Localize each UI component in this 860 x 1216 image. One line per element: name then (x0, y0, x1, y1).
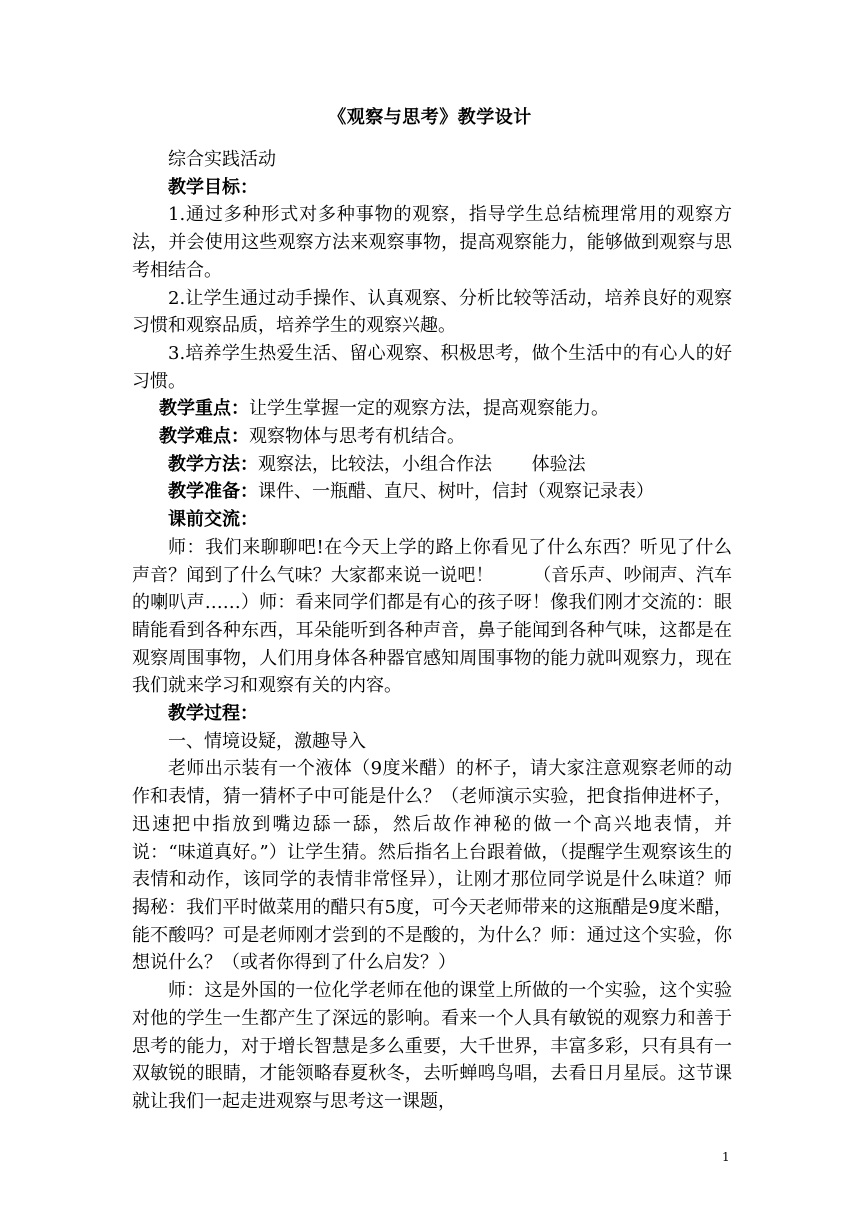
process-paragraph: 老师出示装有一个液体（9度米醋）的杯子，请大家注意观察老师的动作和表情，猜一猜杯子中可能是什么？（老师演示实验，把食指伸进杯子，迅速把中指放到嘴边舔一舔，然后故作神秘的做一个高兴地表情，并说：“味道真好。”）让学生猜。然后指名上台跟着做，（提醒学生观察该生的表情和动作，该同学的表情非常怪异），让刚才那位同学说是什么味道？师揭秘：我们平时做菜用的醋只有5度，可今天老师带来的这瓶醋是9度米醋，能不酸吗？可是老师刚才尝到的不是酸的，为什么？师：通过这个实验，你想说什么？（或者你得到了什么启发？） (132, 758, 732, 974)
pre-class-text-2: （音乐声、吵闹声、汽车的喇叭声……）师：看来同学们都是有心的孩子呀！像我们刚才交流的：眼睛能看到各种东西，耳朵能听到各种声音，鼻子能闻到各种气味，这都是在观察周围事物，人们用身体各种器官感知周围事物的能力就叫观察力，现在我们就来学习和观察有关的内容。 (132, 564, 733, 697)
key-point-text: 让学生掌握一定的观察方法，提高观察能力。 (249, 398, 609, 420)
methods-text-2: 体验法 (531, 453, 586, 475)
preparation-label: 教学准备： (168, 481, 258, 503)
process-heading: 教学过程： (168, 703, 258, 725)
difficulty-text: 观察物体与思考有机结合。 (249, 426, 465, 448)
document-title: 《观察与思考》教学设计 (328, 107, 532, 128)
methods-line (132, 451, 732, 479)
category-line: 综合实践活动 (168, 149, 276, 170)
preparation-text: 课件、一瓶醋、直尺、树叶，信封（观察记录表） (258, 481, 654, 503)
difficulty-label: 教学难点： (159, 426, 249, 448)
key-point-label: 教学重点： (159, 398, 249, 420)
pre-class-text-1: 师：我们来聊聊吧!在今天上学的路上你看见了什么东西？听见了什么声音？闻到了什么气味？大家都来说一说吧！ (132, 536, 732, 586)
page-number: 1 (722, 1150, 730, 1164)
key-point-line (132, 395, 732, 423)
section-heading: 一、情境设疑，激趣导入 (168, 730, 366, 752)
goals-heading: 教学目标： (168, 176, 258, 198)
methods-label: 教学方法： (168, 453, 258, 475)
goal-item: 3.培养学生热爱生活、留心观察、积极思考，做个生活中的有心人的好习惯。 (132, 342, 732, 392)
process-paragraph: 师：这是外国的一位化学老师在他的课堂上所做的一个实验，这个实验对他的学生一生都产生了深远的影响。看来一个人具有敏锐的观察力和善于思考的能力，对于增长智慧是多么重要，大千世界，丰富多彩，只有具有一双敏锐的眼睛，才能领略春夏秋冬，去听蝉鸣鸟唱，去看日月星辰。这节课就让我们一起走进观察与思考这一课题， (132, 980, 732, 1112)
difficulty-line (132, 423, 732, 451)
goal-item: 2.让学生通过动手操作、认真观察、分析比较等活动，培养良好的观察习惯和观察品质，培养学生的观察兴趣。 (132, 287, 732, 337)
goal-item: 1.通过多种形式对多种事物的观察，指导学生总结梳理常用的观察方法，并会使用这些观察方法来观察事物，提高观察能力，能够做到观察与思考相结合。 (132, 204, 732, 281)
pre-class-heading: 课前交流： (168, 509, 258, 531)
methods-text: 观察法，比较法，小组合作法 (258, 453, 492, 475)
document-body (132, 146, 732, 1116)
preparation-line (132, 478, 732, 506)
pre-class-paragraph (132, 534, 732, 700)
